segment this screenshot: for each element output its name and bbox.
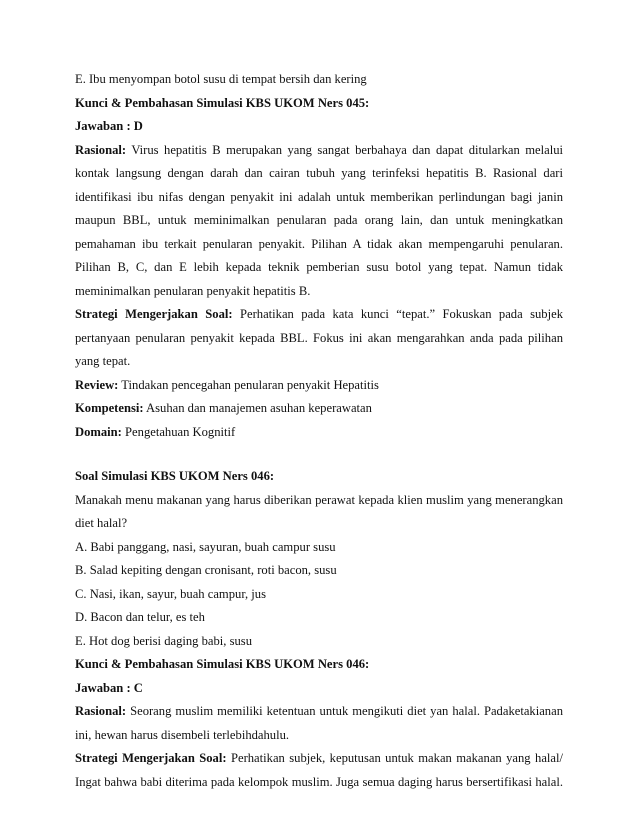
- q46-rasional-line: [75, 700, 563, 724]
- q46-strategi-line: [75, 747, 563, 771]
- section-spacer: [75, 444, 563, 465]
- q45-rasional-text: Virus hepatitis B merupakan yang sangat berbahaya dan dapat ditularkan melalui: [131, 142, 563, 157]
- q45-rasional-line: Pilihan B, C, dan E lebih kepada teknik pemberian susu botol yang tepat. Namun tidak: [75, 260, 563, 274]
- q45-option-e: E. Ibu menyompan botol susu di tempat bersih dan kering: [75, 72, 367, 86]
- q45-domain-label: Domain:: [75, 424, 122, 439]
- q46-option-d: D. Bacon dan telur, es teh: [75, 610, 205, 624]
- q46-strategi-label: Strategi Mengerjakan Soal:: [75, 751, 227, 765]
- q46-strategi-line: Ingat bahwa babi diterima pada kelompok muslim. Juga semua daging harus bersertifikasi halal.: [75, 774, 563, 789]
- q46-option-a: A. Babi panggang, nasi, sayuran, buah campur susu: [75, 539, 336, 554]
- q45-rasional-line: pemahaman ibu terkait penularan penyakit. Pilihan A tidak akan mempengaruhi penularan.: [75, 236, 563, 251]
- q45-kompetensi-text: Asuhan dan manajemen asuhan keperawatan: [146, 401, 372, 415]
- q46-option-c: C. Nasi, ikan, sayur, buah campur, jus: [75, 586, 267, 601]
- q45-domain: [75, 421, 563, 445]
- q46-question-line: Manakah menu makanan yang harus diberikan perawat kepada klien muslim yang menerangkan: [75, 492, 563, 507]
- q45-review-label: Review:: [75, 377, 119, 392]
- q46-question-line: diet halal?: [75, 516, 128, 530]
- q45-rasional-line: meminimalkan penularan penyakit hepatitis B.: [75, 283, 311, 298]
- q45-rasional-line: kontak langsung dengan darah dan cairan tubuh yang terinfeksi hepatitis B. Rasional dari: [75, 166, 563, 180]
- q45-rasional-line: [75, 139, 563, 163]
- q45-kompetensi-label: Kompetensi:: [75, 401, 144, 415]
- q45-answer: Jawaban : D: [75, 119, 143, 133]
- q45-strategi-line: yang tepat.: [75, 354, 131, 368]
- q45-strategi-label: Strategi Mengerjakan Soal:: [75, 307, 233, 321]
- q45-rasional-line: maupun BBL, untuk meminimalkan penularan pada orang lain, dan untuk meningkatkan: [75, 213, 563, 227]
- q45-strategi-text: Perhatikan pada kata kunci “tepat.” Fokuskan pada subjek: [240, 307, 563, 321]
- q45-domain-text: Pengetahuan Kognitif: [125, 424, 236, 439]
- q46-option-e: E. Hot dog berisi daging babi, susu: [75, 633, 252, 648]
- document-page: [75, 68, 563, 794]
- q45-kompetensi: [75, 397, 563, 421]
- q45-strategi-line: [75, 303, 563, 327]
- q45-rasional-label: Rasional:: [75, 142, 127, 157]
- q46-rasional-label: Rasional:: [75, 704, 127, 718]
- q45-strategi-line: pertanyaan penularan penyakit kepada BBL. Fokus ini akan mengarahkan anda pada pilihan: [75, 330, 563, 345]
- q45-rasional-line: identifikasi ibu nifas dengan penyakit ini adalah untuk memberikan perlindungan bagi janin: [75, 189, 563, 204]
- q45-review: [75, 374, 563, 398]
- q45-review-text: Tindakan pencegahan penularan penyakit Hepatitis: [121, 377, 379, 392]
- q46-answer-heading: Kunci & Pembahasan Simulasi KBS UKOM Ners 046:: [75, 657, 370, 671]
- q46-rasional-text: Seorang muslim memiliki ketentuan untuk mengikuti diet yan halal. Padaketakianan: [130, 704, 563, 718]
- q46-answer: Jawaban : C: [75, 680, 143, 695]
- q45-answer-heading: Kunci & Pembahasan Simulasi KBS UKOM Ners 045:: [75, 95, 370, 110]
- q46-rasional-line: ini, hewan harus disembeli terlebihdahulu.: [75, 727, 290, 742]
- q46-option-b: B. Salad kepiting dengan cronisant, roti bacon, susu: [75, 563, 337, 577]
- q46-strategi-text: Perhatikan subjek, keputusan untuk makan makanan yang halal/: [230, 751, 563, 765]
- q46-heading: Soal Simulasi KBS UKOM Ners 046:: [75, 469, 275, 483]
